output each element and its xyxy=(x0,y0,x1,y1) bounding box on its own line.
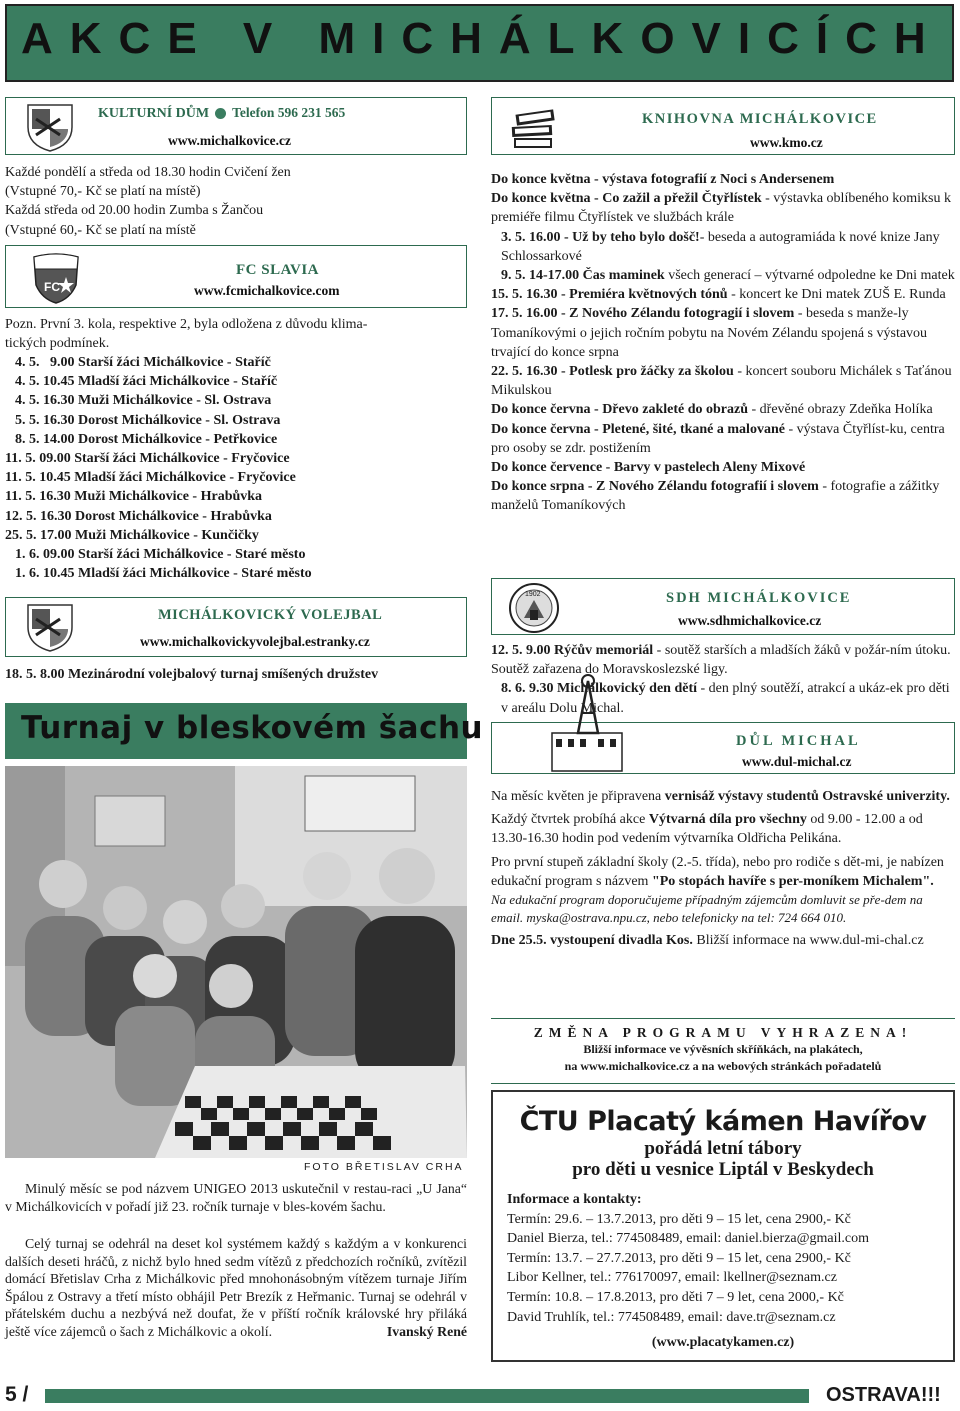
note-line: Pozn. První 3. kola, respektive 2, byla odložena z důvodu klima- xyxy=(5,317,368,332)
kulturni-header xyxy=(5,97,467,155)
knihovna-item xyxy=(491,266,955,285)
knihovna-title: KNIHOVNA MICHÁLKOVICE xyxy=(642,111,878,127)
bullet-dot-icon xyxy=(215,108,226,119)
chess-paragraph-2-text: Celý turnaj se odehrál na deset kol systémem každý s každým a v konkurenci dalších deseti hráčů, z nichž bylo hned sedm vítězů z předchozích ročníků, zvítězil domácí Břetislav Crha z Michálkovic před mnohonásobným vítězem turnaje Jiřím Špálou z Ostravy a třetí místo obhájil Petr Brezík z Heřmanic. Turnaj se odehrál v přátelském duchu a nezbývá než doufat, že v příští ročník královské hry přiláká ještě více zájemců o šach z Michálkovic a okolí. xyxy=(5,1236,467,1339)
item-text: - fotografie a zážitky manželů Tomaníkových xyxy=(491,479,940,514)
match-item: 1. 6. 10.45 Mladší žáci Michálkovice - Staré město xyxy=(15,566,312,582)
dul-paragraph xyxy=(491,810,955,848)
kulturni-title xyxy=(98,105,345,122)
item-bold: 12. 5. 9.00 Rýčův memoriál xyxy=(491,643,654,658)
dul-text-2a: Každý čtvrtek probíhá akce xyxy=(491,812,649,828)
item-bold: 8. 6. 9.30 Michálkovický den dětí xyxy=(501,681,698,697)
article-author: Ivanský René xyxy=(386,1323,467,1339)
dul-text-1a: Na měsíc květen je připravena xyxy=(491,789,665,804)
fc-slavia-crest-icon xyxy=(30,251,82,305)
knihovna-item xyxy=(491,400,955,419)
item-text: - koncert ke Dni matek ZUŠ E. Runda xyxy=(727,287,946,303)
dul-text-3a: Pro první stupeň základní školy (2.-5. třída), nebo pro rodiče s dět-mi, je nabízen edukační program s názvem xyxy=(491,854,944,889)
dul-text-3b: "Po stopách havíře s per-moníkem Michalem". xyxy=(651,873,934,889)
volejbal-url[interactable]: www.michalkovickyvolejbal.estranky.cz xyxy=(140,634,370,649)
change-title: ZMĚNA PROGRAMU VYHRAZENA! xyxy=(533,1025,913,1040)
match-item: 25. 5. 17.00 Muži Michálkovice - Kunčičky xyxy=(5,527,259,543)
photo-credit: FOTO BŘETISLAV CRHA xyxy=(304,1161,464,1173)
ctu-title: ČTU Placatý kámen Havířov xyxy=(519,1106,927,1137)
knihovna-url[interactable]: www.kmo.cz xyxy=(750,135,823,150)
match-item: 11. 5. 16.30 Muži Michálkovice - Hrabůvka xyxy=(5,489,263,505)
sdh-url[interactable]: www.sdhmichalkovice.cz xyxy=(678,613,822,628)
ctu-info xyxy=(507,1190,953,1327)
dul-text-2b: Výtvarná díla pro všechny xyxy=(648,812,807,828)
match-item: 11. 5. 09.00 Starší žáci Michálkovice - Fryčovice xyxy=(5,451,290,467)
page-number: 5 / xyxy=(5,1383,29,1406)
change-line-2: na www.michalkovice.cz a na webových stránkách pořadatelů xyxy=(564,1059,882,1073)
dul-paragraph: Na edukační program doporučujeme případným zájemcům domluvit se pře-dem na email. myska@ostrava.npu.cz, nebo telefonicky na tel: 724 664 010. xyxy=(491,892,923,926)
kulturni-line: Každá středa od 20.00 hodin Zumba s Žančou xyxy=(5,203,264,219)
books-icon xyxy=(508,104,558,152)
dul-text-2c: od 9.00 - 12.00 a od 13.30-16.30 hodin pod vedením výtvarníka Oldřicha Pelikána. xyxy=(491,812,923,847)
item-bold: Do konce června - Dřevo zakleté do obrazů xyxy=(491,402,749,418)
item-bold: 9. 5. 14-17.00 Čas maminek xyxy=(501,268,665,284)
michalkovice-crest-icon xyxy=(22,601,78,655)
item-text: - výstava Čtyřlíst-ku, centra pro osoby se zdr. postižením xyxy=(491,421,945,456)
dul-text xyxy=(491,787,955,950)
kulturni-url[interactable]: www.michalkovice.cz xyxy=(168,133,291,148)
knihovna-item xyxy=(491,170,955,189)
slavia-note xyxy=(5,315,467,353)
dul-text-5b: Bližší informace na www.dul-mi-chal.cz xyxy=(692,933,924,949)
match-item: 5. 5. 16.30 Dorost Michálkovice - Sl. Ostrava xyxy=(15,412,281,428)
ctu-line: Libor Kellner, tel.: 776170097, email: lkellner@seznam.cz xyxy=(507,1270,837,1286)
item-text: - koncert souboru Michálek s Taťánou Mikulskou xyxy=(491,364,952,399)
change-line-1: Bližší informace ve vývěsních skříňkách, na plakátech, xyxy=(583,1042,863,1056)
item-bold: Do konce července - Barvy v pastelech Aleny Mixové xyxy=(491,460,806,476)
item-bold: 15. 5. 16.30 - Premiéra květnových tónů xyxy=(491,287,728,303)
change-notice xyxy=(491,1018,955,1084)
knihovna-item xyxy=(491,304,955,362)
match-item: 8. 5. 14.00 Dorost Michálkovice - Petřkovice xyxy=(15,431,278,447)
item-text: - dřevěné obrazy Zdeňka Holíka xyxy=(748,402,933,418)
dul-paragraph xyxy=(491,931,955,950)
knihovna-header xyxy=(491,97,955,155)
knihovna-item xyxy=(491,228,955,266)
sdh-title: SDH MICHÁLKOVICE xyxy=(666,590,852,606)
kulturni-text xyxy=(5,163,467,240)
item-bold: 17. 5. 16.00 - Z Nového Zélandu fotogragií i slovem xyxy=(491,306,795,322)
footer-bar xyxy=(45,1389,809,1403)
knihovna-item xyxy=(491,458,955,477)
slavia-url[interactable]: www.fcmichalkovice.com xyxy=(194,283,340,298)
chess-photo xyxy=(5,766,467,1158)
volejbal-title: MICHÁLKOVICKÝ VOLEJBAL xyxy=(158,607,383,623)
ctu-box xyxy=(491,1090,955,1362)
ctu-subtitle-2: pro děti u vesnice Liptál v Beskydech xyxy=(572,1159,874,1180)
match-item: 1. 6. 09.00 Starší žáci Michálkovice - Staré město xyxy=(15,547,306,563)
match-list xyxy=(5,353,467,583)
ctu-website[interactable]: (www.placatykamen.cz) xyxy=(651,1335,795,1351)
item-text: - den plný soutěží, atrakcí a ukáz-ek pro děti v areálu Dolu Michal. xyxy=(501,681,950,716)
footer-brand: OSTRAVA!!! xyxy=(826,1384,941,1406)
volejbal-header xyxy=(5,597,467,657)
ctu-line: Termín: 29.6. – 13.7.2013, pro děti 9 – 15 let, cena 2900,- Kč xyxy=(507,1211,851,1227)
item-text: všech generací – výtvarné odpoledne ke Dni matek xyxy=(664,268,955,284)
ctu-line: Daniel Bierza, tel.: 774508489, email: daniel.bierza@gmail.com xyxy=(507,1231,869,1247)
knihovna-item xyxy=(491,285,955,304)
item-text: - beseda s manže-ly Tomaníkovými o jejich ročním pobytu na Novém Zélandu spojená s výstavou trvající do konce srpna xyxy=(491,306,928,360)
kulturni-line: (Vstupné 60,- Kč se platí na místě xyxy=(5,222,196,238)
item-bold: 3. 5. 16.00 - Už by teho bylo došč! xyxy=(501,229,700,245)
ctu-line: David Truhlík, tel.: 774508489, email: dave.tr@seznam.cz xyxy=(507,1309,836,1325)
match-item: 4. 5. 9.00 Starší žáci Michálkovice - Staříč xyxy=(15,355,271,370)
dul-title: DŮL MICHAL xyxy=(736,733,861,749)
slavia-header xyxy=(5,245,467,308)
note-line: tických podmínek. xyxy=(5,336,110,352)
volejbal-event: 18. 5. 8.00 Mezinárodní volejbalový turnaj smíšených družstev xyxy=(5,667,379,682)
mine-tower-icon xyxy=(542,673,632,773)
knihovna-list xyxy=(491,170,955,516)
match-item: 4. 5. 16.30 Muži Michálkovice - Sl. Ostrava xyxy=(15,393,272,409)
kulturni-line: (Vstupné 70,- Kč se platí na místě) xyxy=(5,184,201,200)
item-bold: Do konce srpna - Z Nového Zélandu fotografií i slovem xyxy=(491,479,819,495)
match-item: 11. 5. 10.45 Mladší žáci Michálkovice - Fryčovice xyxy=(5,470,296,486)
dul-paragraph xyxy=(491,853,955,891)
badge-year: 1902 xyxy=(525,591,541,598)
kulturni-line: Každé pondělí a středa od 18.30 hodin Cvičení žen xyxy=(5,165,291,180)
chess-paragraph-1: Minulý měsíc se pod názvem UNIGEO 2013 uskutečnil v restau-raci „U Jana“ v Michálkovicích v pořadí již 23. ročník turnaje v bles-kovém šachu. xyxy=(5,1181,467,1214)
dul-paragraph xyxy=(491,787,955,806)
dul-text-1b: vernisáž výstavy studentů Ostravské univerzity. xyxy=(664,789,950,804)
item-bold: 22. 5. 16.30 - Potlesk pro žáčky za školou xyxy=(491,364,734,380)
page-banner xyxy=(5,4,954,82)
ctu-subtitle-1: pořádá letní tábory xyxy=(644,1138,802,1159)
dul-text-5a: Dne 25.5. vystoupení divadla Kos. xyxy=(491,933,693,949)
item-text: - výstavka oblíbeného komiksu k premiéře filmu Čtyřlístek ve službách krále xyxy=(491,191,951,226)
item-text: - soutěž starších a mladších žáků v požár-ním útoku. Soutěž zařazena do Moravskoslezské ligy. xyxy=(491,643,951,678)
item-bold: Do konce května - Co zažil a přežil Čtyřlístek xyxy=(491,191,762,207)
match-item: 12. 5. 16.30 Dorost Michálkovice - Hrabůvka xyxy=(5,508,272,524)
knihovna-item xyxy=(491,189,955,227)
item-bold: Do konce května - výstava fotografií z Noci s Andersenem xyxy=(491,172,835,187)
ctu-info-label: Informace a kontakty: xyxy=(507,1192,642,1207)
chess-paragraph-2 xyxy=(5,1235,467,1340)
michalkovice-crest-icon xyxy=(22,101,78,153)
item-text: - beseda a autogramiáda k nové knize Jany Schlossarkové xyxy=(501,229,940,264)
item-bold: Do konce června - Pletené, šité, tkané a malované xyxy=(491,421,785,437)
kulturni-name: KULTURNÍ DŮM xyxy=(98,106,210,121)
sdh-header xyxy=(491,578,955,635)
ctu-line: Termín: 13.7. – 27.7.2013, pro děti 9 – 15 let, cena 2900,- Kč xyxy=(507,1250,851,1266)
players-photo-image xyxy=(5,766,467,1158)
dul-url[interactable]: www.dul-michal.cz xyxy=(742,754,852,769)
chess-heading xyxy=(5,703,484,759)
chess-title: Turnaj v bleskovém šachu xyxy=(21,710,484,746)
dul-header xyxy=(491,722,955,774)
page-title: AKCE V MICHÁLKOVICÍCH xyxy=(21,14,943,63)
match-item: 4. 5. 10.45 Mladší žáci Michálkovice - Staříč xyxy=(15,374,278,390)
knihovna-item xyxy=(491,362,955,400)
sdh-badge-icon xyxy=(508,582,560,634)
ctu-line: Termín: 10.8. – 17.8.2013, pro děti 7 – 9 let, cena 2000,- Kč xyxy=(507,1289,844,1305)
kulturni-phone: Telefon 596 231 565 xyxy=(232,105,346,120)
knihovna-item xyxy=(491,420,955,458)
knihovna-item xyxy=(491,477,955,515)
slavia-title: FC SLAVIA xyxy=(236,262,319,278)
svg-text:FC: FC xyxy=(44,280,60,294)
